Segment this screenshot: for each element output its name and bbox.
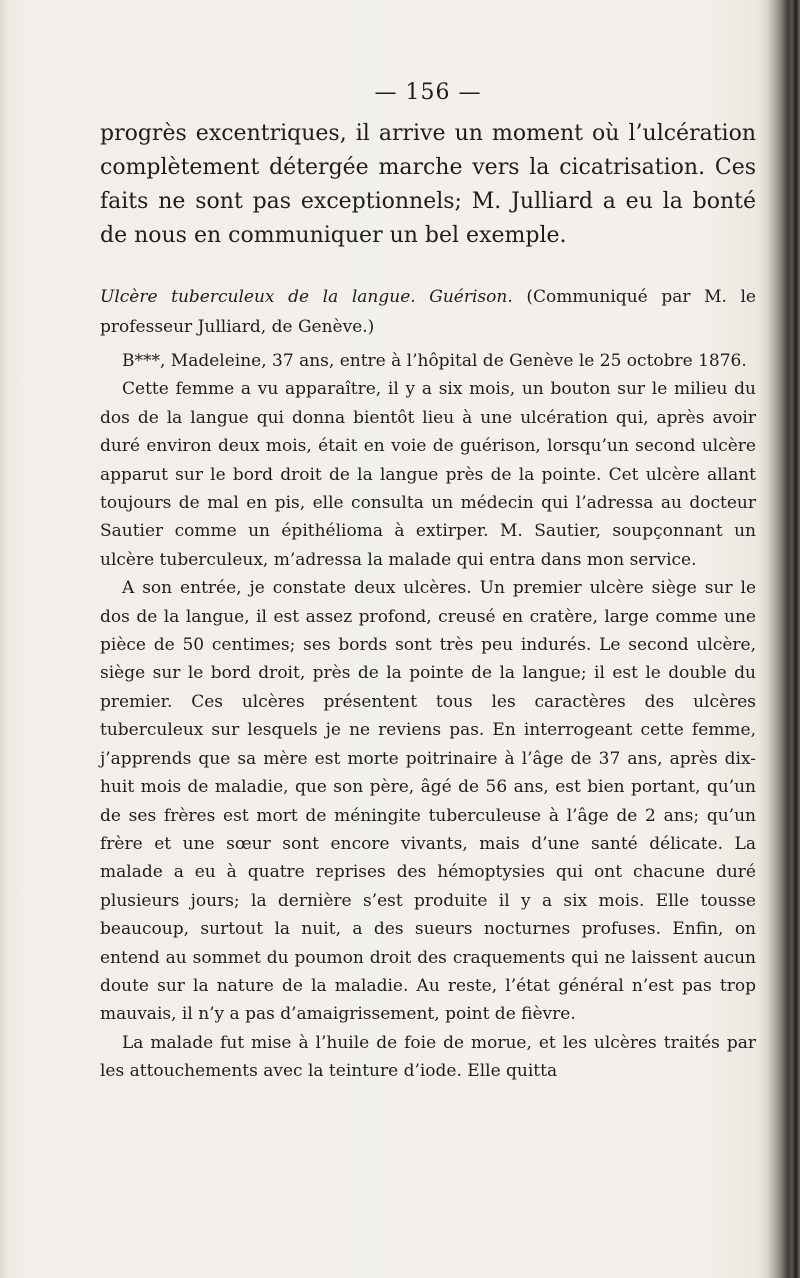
case-title-italic: Ulcère tuberculeux de la langue. Guérison.: [100, 287, 513, 307]
paragraph-examination: A son entrée, je constate deux ulcères. Un premier ulcère siège sur le dos de la langue, il est assez profond, creusé en cratère, large comme une pièce de 50 centimes; ses bords sont très peu indurés. Le second ulcère, siège sur le bord droit, près de la pointe de la langue; il est le double du premier. Ces ulcères présentent tous les caractères des ulcères tuberculeux sur lesquels je ne reviens pas. En interrogeant cette femme, j’apprends que sa mère est morte poitrinaire à l’âge de 37 ans, après dix-huit mois de maladie, que son père, âgé de 56 ans, est bien portant, qu’un de ses frères est mort de méningite tuberculeuse à l’âge de 2 ans; qu’un frère et une sœur sont encore vivants, mais d’une santé délicate. La malade a eu à quatre reprises des hémoptysies qui ont chacune duré plusieurs jours; la dernière s’est produite il y a six mois. Elle tousse beaucoup, surtout la nuit, a des sueurs nocturnes profuses. Enfin, on entend au sommet du poumon droit des craquements qui ne laissent aucun doute sur la nature de la maladie. Au reste, l’état général n’est pas trop mauvais, il n’y a pas d’amaigrissement, point de fièvre.: [100, 578, 756, 1025]
intro-paragraph: [100, 117, 756, 253]
page-number: — 156 —: [374, 80, 482, 105]
book-binding-edge: [758, 0, 800, 1278]
paragraph-history: Cette femme a vu apparaître, il y a six mois, un bouton sur le milieu du dos de la langue qui donna bientôt lieu à une ulcération qui, après avoir duré environ deux mois, était en voie de guérison, lorsqu’un second ulcère apparut sur le bord droit de la langue près de la pointe. Cet ulcère allant toujours de mal en pis, elle consulta un médecin qui l’adressa au docteur Sautier comme un épithélioma à extirper. M. Sautier, soupçonnant un ulcère tuberculeux, m’adressa la malade qui entra dans mon service.: [100, 379, 756, 570]
paragraph-admission: B***, Madeleine, 37 ans, entre à l’hôpital de Genève le 25 octobre 1876.: [122, 351, 747, 371]
intro-text: progrès excentriques, il arrive un moment où l’ulcération complètement détergée marche vers la cicatrisation. Ces faits ne sont pas exceptionnels; M. Julliard a eu la bonté de nous en communiquer un bel exemple.: [100, 121, 756, 248]
case-title-attribution: (Communiqué par M. le professeur Julliard, de Genève.): [100, 287, 756, 337]
page-left-edge: [0, 0, 8, 1278]
paragraph-treatment: La malade fut mise à l’huile de foie de morue, et les ulcères traités par les attouchements avec la teinture d’iode. Elle quitta: [100, 1032, 756, 1082]
case-body: [100, 347, 756, 1086]
case-title: [100, 282, 756, 342]
